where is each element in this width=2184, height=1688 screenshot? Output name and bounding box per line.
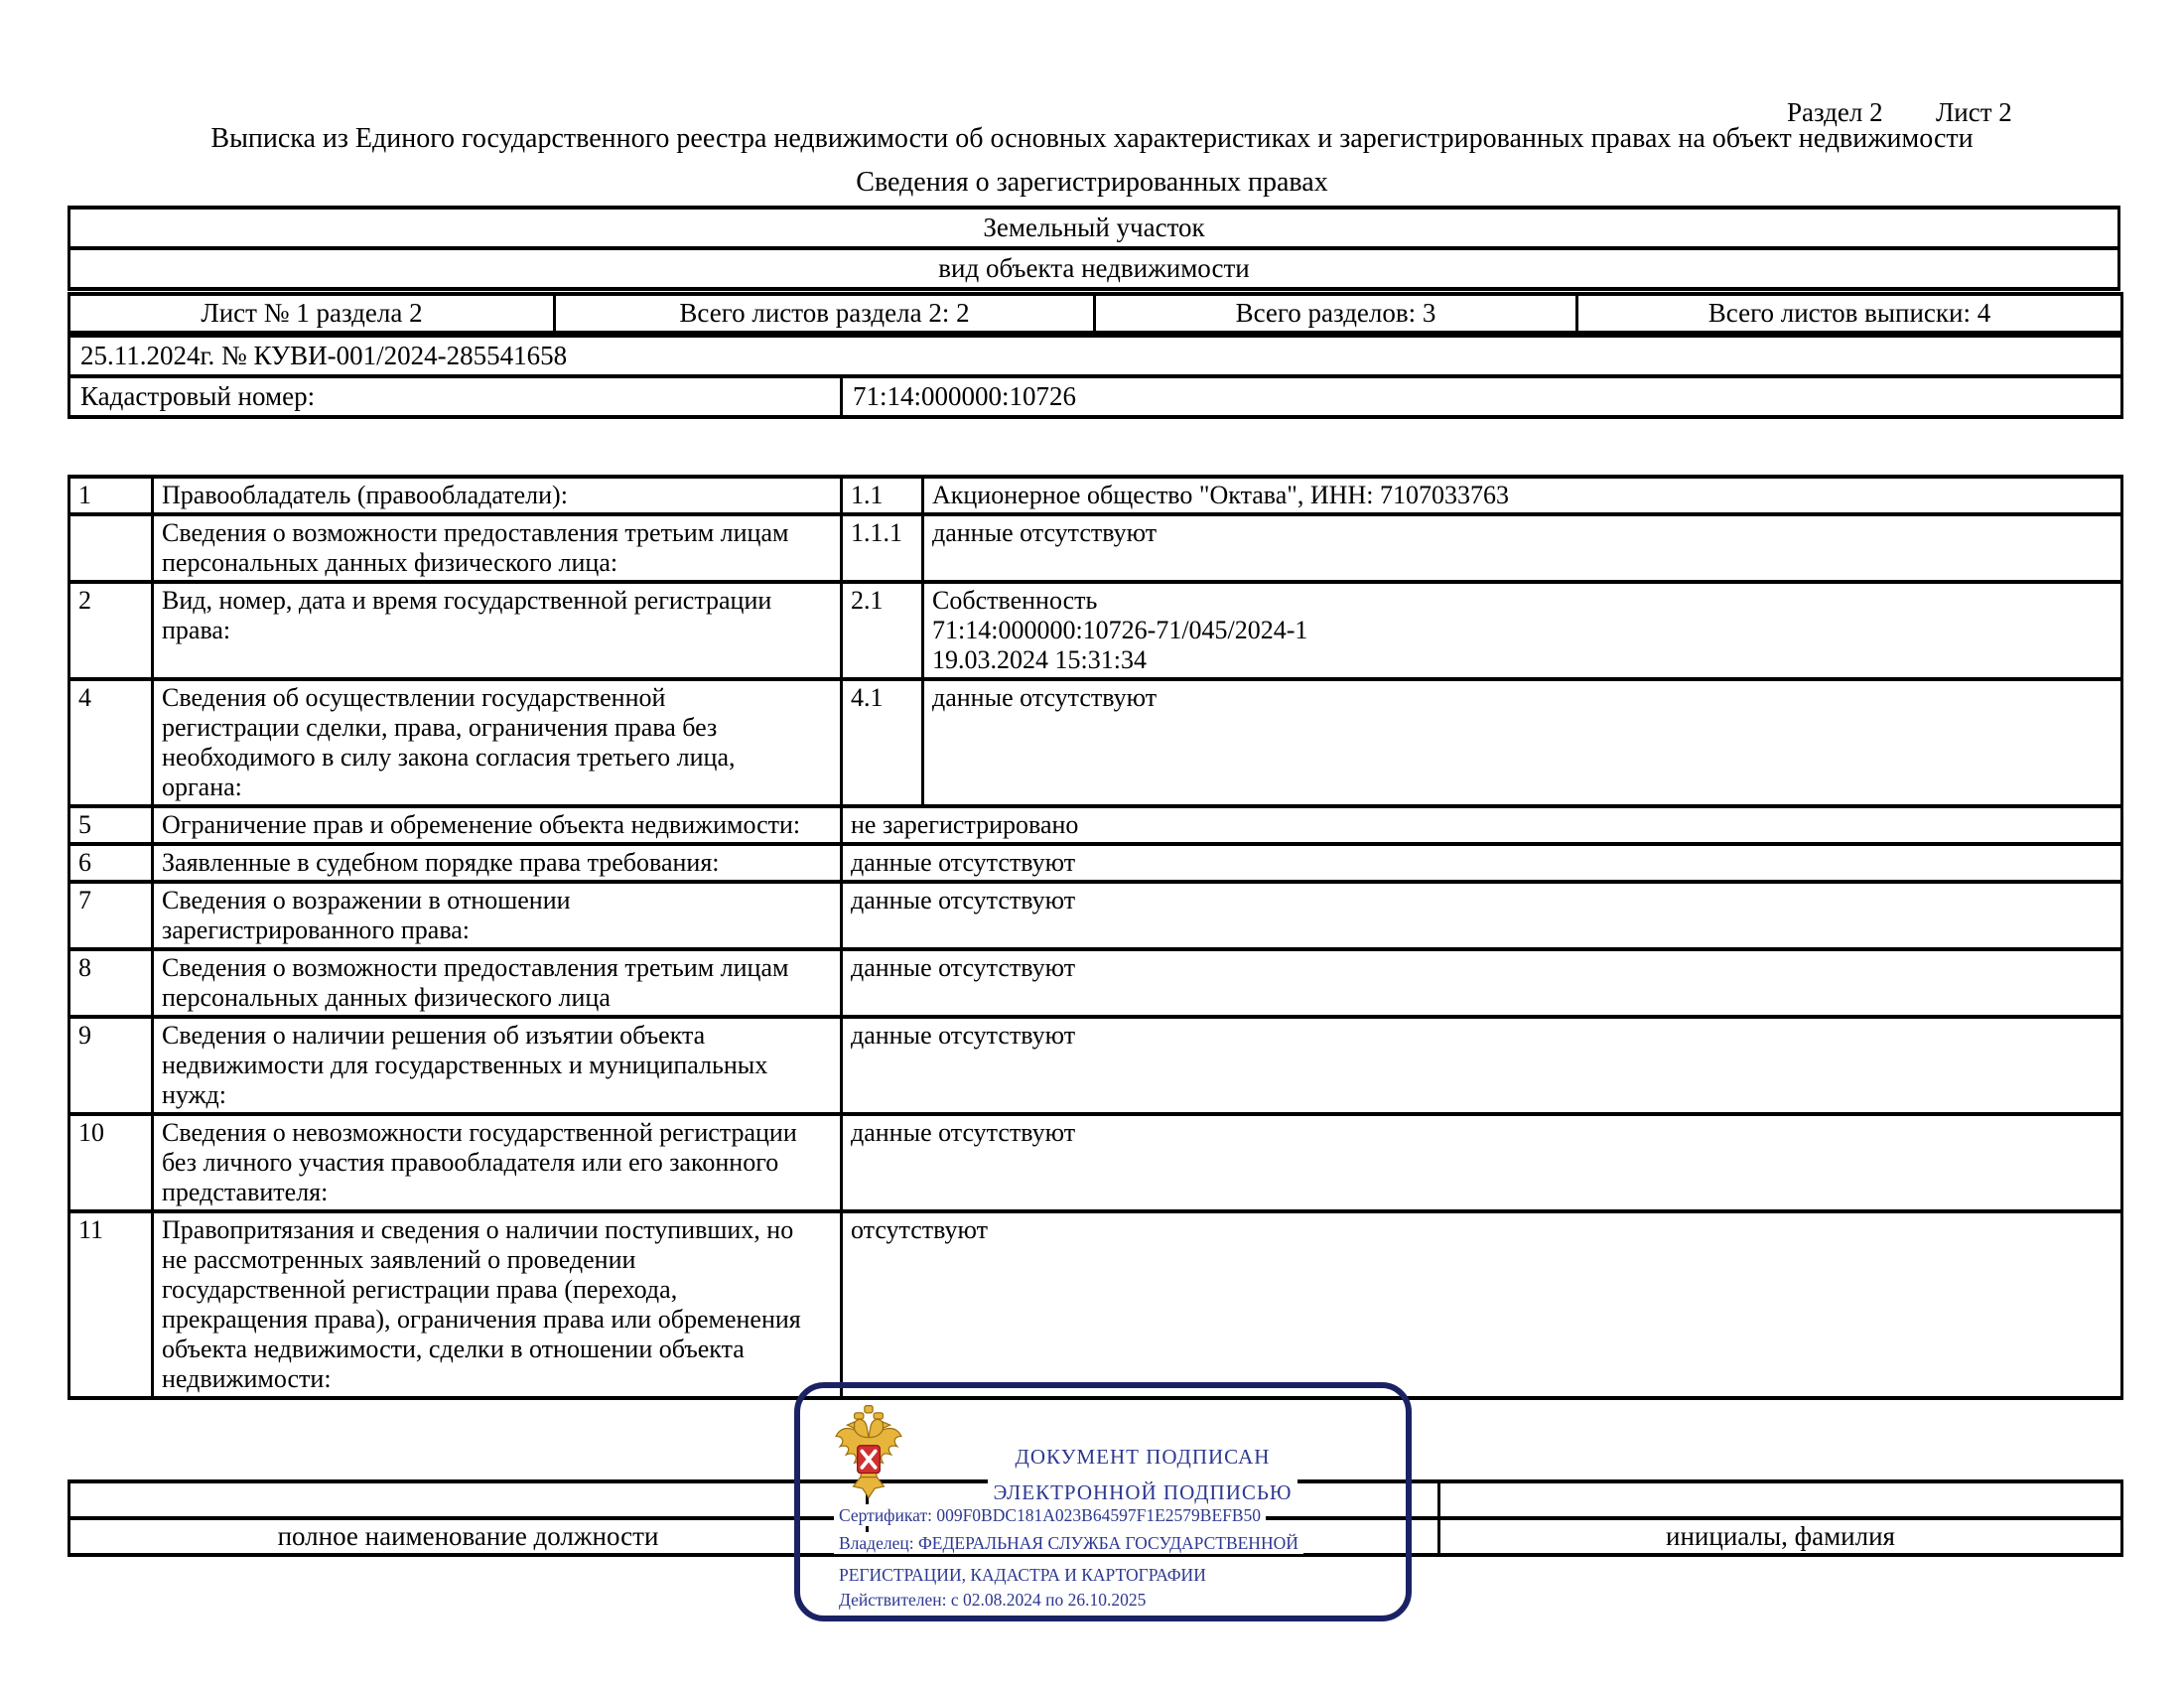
object-type-table bbox=[68, 206, 2120, 291]
rights-cell-num: 7 bbox=[69, 882, 153, 949]
rights-cell-label: Вид, номер, дата и время государственной регистрации права: bbox=[153, 582, 842, 679]
sheet-info-cell: Всего листов выписки: 4 bbox=[1577, 294, 2122, 333]
rights-cell-value: данные отсутствуют bbox=[842, 1114, 2122, 1211]
rights-cell-label: Сведения об осуществлении государственной регистрации сделки, права, ограничения права без необходимого в силу закона согласия третьего лица, органа: bbox=[153, 679, 842, 806]
rights-cell-num: 11 bbox=[69, 1211, 153, 1398]
rights-row bbox=[69, 882, 2122, 949]
rights-row bbox=[69, 806, 2122, 844]
rights-row bbox=[69, 1017, 2122, 1114]
object-type-caption: вид объекта недвижимости bbox=[69, 248, 2119, 289]
stamp-title-line2: ЭЛЕКТРОННОЙ ПОДПИСЬЮ bbox=[909, 1480, 1376, 1505]
rights-table bbox=[68, 475, 2123, 1400]
rights-cell-sub: 4.1 bbox=[842, 679, 923, 806]
esign-stamp bbox=[794, 1382, 1412, 1621]
rights-cell-value: данные отсутствуют bbox=[842, 844, 2122, 882]
rights-cell-value: данные отсутствуют bbox=[842, 1017, 2122, 1114]
document-subtitle: Сведения о зарегистрированных правах bbox=[856, 167, 1328, 198]
rights-row bbox=[69, 582, 2122, 679]
cadastral-label: Кадастровый номер: bbox=[69, 376, 842, 417]
signature-left-caption: полное наименование должности bbox=[69, 1518, 868, 1555]
signature-space-right bbox=[1439, 1481, 2122, 1518]
rights-cell-num: 2 bbox=[69, 582, 153, 679]
rights-row bbox=[69, 1114, 2122, 1211]
stamp-owner-line2: РЕГИСТРАЦИИ, КАДАСТРА И КАРТОГРАФИИ bbox=[834, 1565, 1211, 1586]
rights-cell-value: данные отсутствуют bbox=[923, 679, 2122, 806]
rights-cell-label: Сведения о возможности предоставления третьим лицам персональных данных физического лица bbox=[153, 949, 842, 1017]
rights-cell-sub: 1.1.1 bbox=[842, 514, 923, 582]
rights-cell-value: Акционерное общество "Октава", ИНН: 7107033763 bbox=[923, 477, 2122, 514]
request-date-number: 25.11.2024г. № КУВИ-001/2024-285541658 bbox=[69, 336, 2122, 376]
rights-cell-num: 4 bbox=[69, 679, 153, 806]
rights-cell-label: Ограничение прав и обременение объекта недвижимости: bbox=[153, 806, 842, 844]
object-type-caption-row bbox=[69, 248, 2119, 289]
rights-cell-label: Правопритязания и сведения о наличии поступивших, но не рассмотренных заявлений о проведении государственной регистрации права (перехода, прекращения права), ограничения права или обременения объекта недвижимости, сделки в отношении объекта недвижимости: bbox=[153, 1211, 842, 1398]
stamp-validity: Действителен: с 02.08.2024 по 26.10.2025 bbox=[834, 1590, 1151, 1611]
rights-cell-num: 1 bbox=[69, 477, 153, 514]
rights-cell-label: Сведения о возражении в отношении зарегистрированного права: bbox=[153, 882, 842, 949]
rights-cell-label: Правообладатель (правообладатели): bbox=[153, 477, 842, 514]
rights-cell-value: отсутствуют bbox=[842, 1211, 2122, 1398]
request-number-row bbox=[69, 336, 2122, 376]
header-sheet-label: Лист 2 bbox=[1936, 97, 2012, 127]
sheet-info-cell: Всего листов раздела 2: 2 bbox=[555, 294, 1095, 333]
rights-row bbox=[69, 949, 2122, 1017]
sheet-info-cell: Всего разделов: 3 bbox=[1095, 294, 1577, 333]
rights-cell-label: Сведения о невозможности государственной регистрации без личного участия правообладателя или его законного представителя: bbox=[153, 1114, 842, 1211]
rights-cell-value: Собственность 71:14:000000:10726-71/045/2024-1 19.03.2024 15:31:34 bbox=[923, 582, 2122, 679]
rights-cell-value: данные отсутствуют bbox=[842, 949, 2122, 1017]
rights-cell-value: не зарегистрировано bbox=[842, 806, 2122, 844]
cadastral-row bbox=[69, 376, 2122, 417]
signature-space-left bbox=[69, 1481, 868, 1518]
sheet-info-row bbox=[69, 294, 2122, 333]
rosreestr-double-headed-eagle-icon bbox=[834, 1404, 903, 1503]
cadastral-value: 71:14:000000:10726 bbox=[842, 376, 2122, 417]
rights-row bbox=[69, 679, 2122, 806]
rights-cell-sub: 2.1 bbox=[842, 582, 923, 679]
rights-cell-sub: 1.1 bbox=[842, 477, 923, 514]
rights-row bbox=[69, 514, 2122, 582]
rights-cell-value: данные отсутствуют bbox=[842, 882, 2122, 949]
signature-right-caption: инициалы, фамилия bbox=[1439, 1518, 2122, 1555]
rights-cell-label: Сведения о возможности предоставления третьим лицам персональных данных физического лица: bbox=[153, 514, 842, 582]
rights-cell-num: 10 bbox=[69, 1114, 153, 1211]
rights-cell-num: 6 bbox=[69, 844, 153, 882]
rights-cell-num: 9 bbox=[69, 1017, 153, 1114]
rights-row bbox=[69, 844, 2122, 882]
rights-cell-num bbox=[69, 514, 153, 582]
sheet-info-cell: Лист № 1 раздела 2 bbox=[69, 294, 555, 333]
header-section-label: Раздел 2 bbox=[1787, 97, 1883, 127]
rights-cell-num: 5 bbox=[69, 806, 153, 844]
sheet-info-table bbox=[68, 292, 2123, 335]
stamp-owner-line1: Владелец: ФЕДЕРАЛЬНАЯ СЛУЖБА ГОСУДАРСТВЕННОЙ bbox=[834, 1533, 1303, 1554]
object-type-value: Земельный участок bbox=[69, 208, 2119, 248]
object-type-row bbox=[69, 208, 2119, 248]
document-title: Выписка из Единого государственного реестра недвижимости об основных характеристиках и зарегистрированных правах на объект недвижимости bbox=[210, 123, 1974, 154]
rights-cell-value: данные отсутствуют bbox=[923, 514, 2122, 582]
request-table bbox=[68, 334, 2123, 419]
stamp-certificate: Сертификат: 009F0BDC181A023B64597F1E2579BEFB50 bbox=[834, 1505, 1266, 1526]
rights-cell-label: Заявленные в судебном порядке права требования: bbox=[153, 844, 842, 882]
rights-cell-label: Сведения о наличии решения об изъятии объекта недвижимости для государственных и муниципальных нужд: bbox=[153, 1017, 842, 1114]
stamp-title-line1: ДОКУМЕНТ ПОДПИСАН bbox=[909, 1445, 1376, 1470]
rights-cell-num: 8 bbox=[69, 949, 153, 1017]
rights-row bbox=[69, 1211, 2122, 1398]
rights-row bbox=[69, 477, 2122, 514]
